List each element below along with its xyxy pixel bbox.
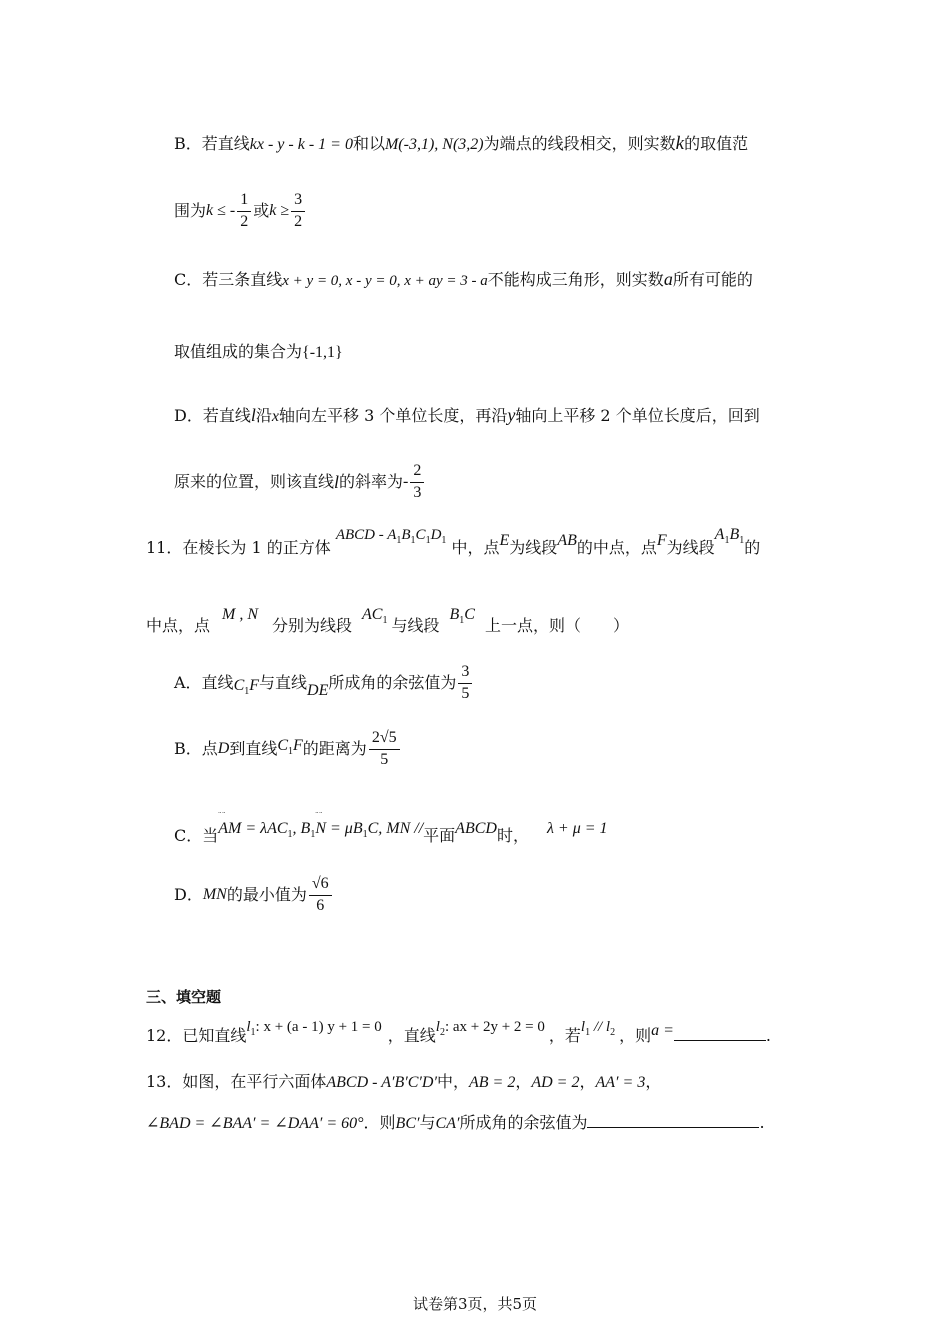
q13-answer-blank[interactable] (587, 1113, 759, 1128)
q13-line2: ∠BAD = ∠BAA′ = ∠DAA′ = 60°．则BC′与CA′所成角的余弦值为 . (146, 1113, 765, 1132)
q11-option-b: B．点 D 到直线 $C_1F$ 的距离为 $\frac{2√5}{5}$ (174, 730, 402, 769)
q10b-line-equation: kx - y - k - 1 = 0 (249, 136, 353, 153)
q11-cube-name: ABCD - $A_1B_1C_1D_1$ (335, 527, 447, 546)
fraction-three-fifths: $\frac{3}{5}$ (458, 664, 472, 703)
q10-option-c-line1: C．若三条直线x + y = 0, x - y = 0, x + ay = 3 - a不能构成三角形，则实数a所有可能的 (174, 269, 753, 289)
fraction-two-root5-over-5: $\frac{2√5}{5}$ (369, 730, 400, 769)
q10b-endpoints: M(-3,1), N(3,2) (384, 136, 484, 153)
fraction-one-half: $\frac{1}{2}$ (237, 192, 251, 231)
q11-option-d: D． MN 的最小值为 $\frac{√6}{6}$ (174, 876, 334, 915)
q10-option-d-line1: D．若直线l沿x轴向左平移 3 个单位长度，再沿y轴向上平移 2 个单位长度后，回到 (174, 405, 760, 425)
page-footer: 试卷第3页，共5页 (412, 1295, 538, 1313)
q11c-vector-condition: ¨¨ AM = λAC$_1$, $B_1¨¨$ $N = \mu B_1C$, MN // (218, 820, 423, 837)
fraction-three-halves: $\frac{3}{2}$ (291, 192, 305, 231)
q13-line1: 13．如图，在平行六面体ABCD - A′B′C′D′中，AB = 2，AD = 2，AA′ = 3， (146, 1072, 662, 1091)
q11-stem-line1: 11．在棱长为 1 的正方体 ABCD - $A_1B_1C_1D_1$ 中，点E为线段AB的中点，点F为线段$A_1B_1$的 (146, 526, 761, 557)
fraction-root6-over-6: $\frac{√6}{6}$ (309, 876, 332, 915)
q11-stem-line2: 中点，点M , N分别为线段$AC_1$ 与线段$B_1C$上一点，则（ ） (146, 606, 629, 635)
q12-answer-blank[interactable] (674, 1026, 766, 1041)
q10c-set: {-1,1} (302, 344, 343, 361)
section-title: 三、填空题 (146, 988, 222, 1006)
q10-option-b-line1: B．若直线kx - y - k - 1 = 0和以M(-3,1), N(3,2)为端点的线段相交，则实数k的取值范 (174, 133, 749, 154)
q10c-equations: x + y = 0, x - y = 0, x + ay = 3 - a (282, 273, 488, 289)
q10-option-b-line2: 围为 k ≤ - $\frac{1}{2}$ 或 k ≥ $\frac{3}{2}$ (174, 192, 307, 231)
q11-option-a: A．直线 $C_1F$ 与直线 DE 所成角的余弦值为 $\frac{3}{5}$ (174, 664, 474, 703)
q10-option-c-line2: 取值组成的集合为{-1,1} (174, 342, 343, 361)
q12-line: 12．已知直线$l_1$: x + (a - 1) y + 1 = 0 ，直线$l_2$: ax + 2y + 2 = 0 ，若$l_1 // l_2$ ，则a = . (146, 1019, 772, 1045)
fraction-two-thirds: $\frac{2}{3}$ (410, 463, 424, 502)
q11-option-c: C．当¨¨ AM = λAC$_1$, $B_1¨¨$ $N = \mu B_1C$, MN //平面ABCD时， λ + μ = 1 (174, 820, 608, 840)
q10-option-d-line2: 原来的位置，则该直线 l 的斜率为 - $\frac{2}{3}$ (174, 463, 426, 502)
